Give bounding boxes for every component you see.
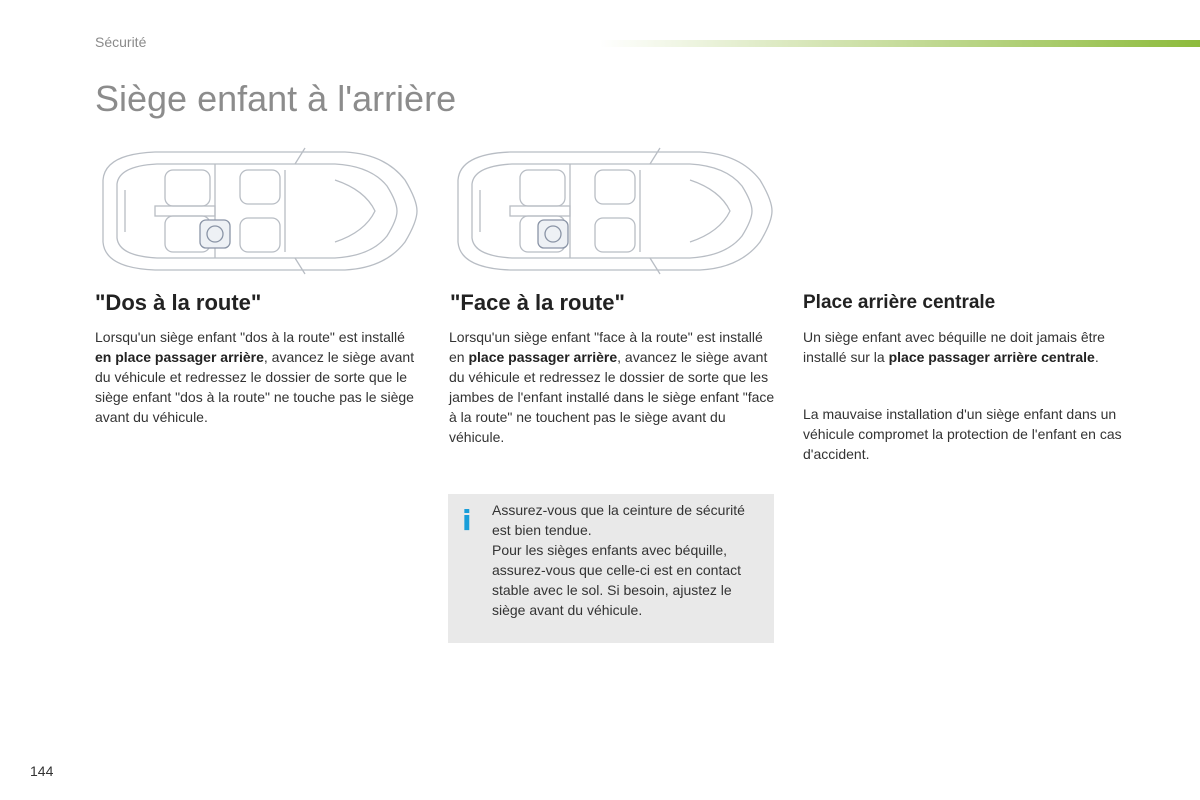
info-icon: i: [462, 504, 472, 537]
paragraph-forward-facing: [449, 327, 779, 447]
text-run: Un siège enfant avec béquille ne doit jamais être installé sur la: [803, 329, 1105, 365]
bold-run: en place passager arrière: [95, 349, 264, 365]
text-run: Lorsqu'un siège enfant "dos à la route" est installé: [95, 329, 405, 345]
heading-forward-facing: "Face à la route": [450, 290, 625, 315]
header-accent-rule: [600, 40, 1200, 47]
info-box: [448, 494, 774, 643]
text-run: , avancez le siège avant du véhicule et redressez le dossier de sorte que les jambes de l'enfant installé dans le siège enfant "face à la route" ne touchent pas le siège avant du véhicule.: [449, 349, 775, 445]
page-number: 144: [30, 763, 54, 779]
bold-run: place passager arrière: [468, 349, 618, 365]
text-run: .: [1094, 349, 1099, 365]
bold-run: place passager arrière centrale: [888, 349, 1095, 365]
info-line-2: Pour les sièges enfants avec béquille, assurez-vous que celle-ci est en contact stable avec le sol. Si besoin, ajustez le siège avant du véhicule.: [492, 542, 742, 618]
paragraph-rear-facing: [95, 327, 425, 427]
section-label: Sécurité: [95, 34, 147, 50]
text-run: , avancez le siège avant du véhicule et redressez le dossier de sorte que le siège enfant "dos à la route" ne touche pas le siège avant du véhicule.: [95, 349, 415, 425]
info-line-1: Assurez-vous que la ceinture de sécurité est bien tendue.: [492, 502, 745, 538]
paragraph-rear-center-1: [803, 327, 1133, 367]
heading-rear-center: Place arrière centrale: [803, 292, 996, 313]
paragraph-rear-center-2: [803, 404, 1133, 464]
text-run: Lorsqu'un siège enfant "face à la route" est installé en: [449, 329, 763, 365]
page-title: Siège enfant à l'arrière: [95, 78, 457, 119]
text-run: La mauvaise installation d'un siège enfant dans un véhicule compromet la protection de l'enfant en cas d'accident.: [803, 406, 1122, 462]
car-top-view-rear-facing-child-seat-icon: [95, 140, 420, 282]
heading-rear-facing: "Dos à la route": [95, 290, 262, 315]
car-top-view-forward-facing-child-seat-icon: [450, 140, 775, 282]
info-text: [492, 500, 762, 620]
